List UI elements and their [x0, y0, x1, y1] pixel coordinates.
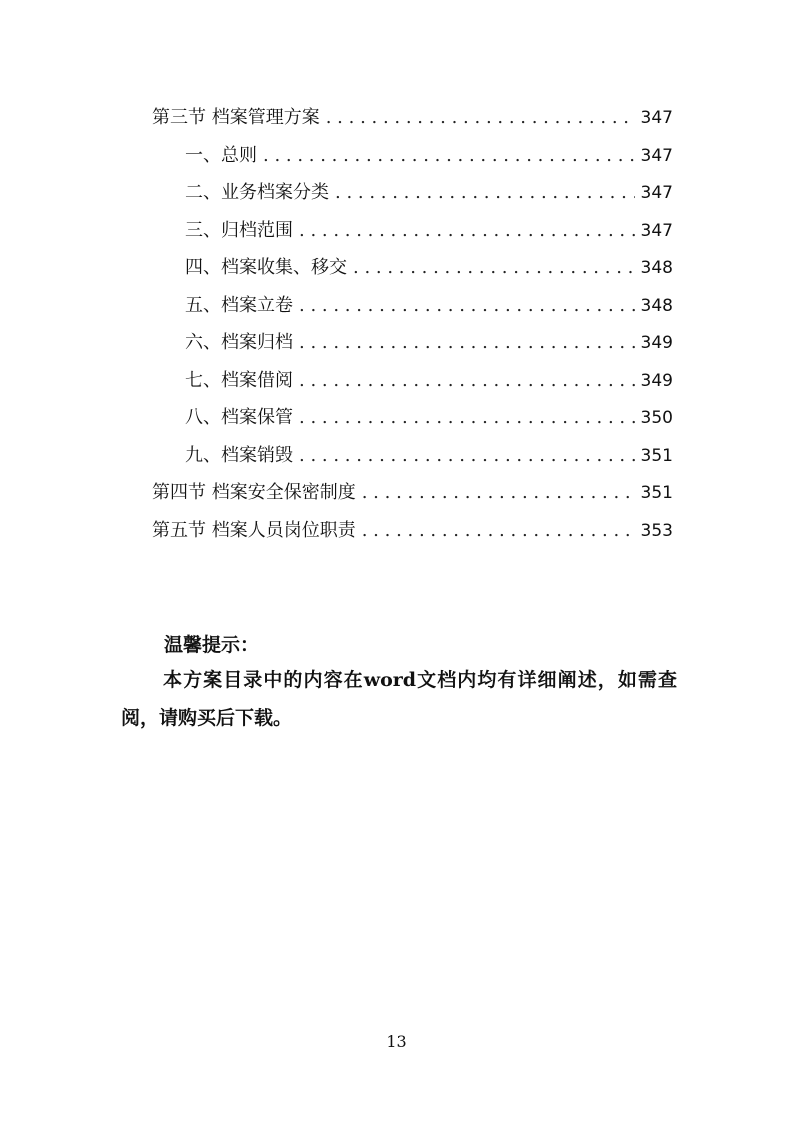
toc-leader-dots	[362, 520, 635, 541]
toc-entry-subsection[interactable]	[185, 291, 673, 321]
toc-entry-subsection[interactable]	[185, 328, 673, 358]
toc-leader-dots	[299, 295, 635, 316]
toc-entry-page: 351	[640, 446, 673, 466]
toc-entry-title: 三、归档范围	[185, 220, 293, 241]
toc-leader-dots	[299, 220, 635, 241]
toc-entry-subsection[interactable]	[185, 178, 673, 208]
toc-leader-dots	[326, 107, 635, 128]
toc-entry-title: 五、档案立卷	[185, 295, 293, 316]
toc-entry-subsection[interactable]	[185, 141, 673, 171]
toc-entry-subsection[interactable]	[185, 216, 673, 246]
toc-leader-dots	[335, 182, 635, 203]
toc-leader-dots	[299, 445, 635, 466]
toc-entry-section[interactable]	[152, 516, 673, 546]
toc-entry-page: 348	[640, 258, 673, 278]
toc-entry-page: 350	[640, 408, 673, 428]
page-number: 13	[386, 1032, 407, 1051]
toc-leader-dots	[353, 257, 635, 278]
toc-entry-title: 六、档案归档	[185, 332, 293, 353]
toc-entry-section[interactable]	[152, 103, 673, 133]
toc-entry-subsection[interactable]	[185, 253, 673, 283]
toc-entry-subsection[interactable]	[185, 403, 673, 433]
toc-entry-subsection[interactable]	[185, 366, 673, 396]
toc-entry-page: 353	[640, 521, 673, 541]
tip-heading: 温馨提示：	[164, 634, 260, 656]
toc-entry-page: 349	[640, 371, 673, 391]
toc-entry-page: 348	[640, 296, 673, 316]
toc-entry-page: 347	[640, 221, 673, 241]
toc-entry-title: 第四节 档案安全保密制度	[152, 482, 356, 503]
toc-entry-title: 二、业务档案分类	[185, 182, 329, 203]
toc-leader-dots	[299, 370, 635, 391]
toc-entry-page: 351	[640, 483, 673, 503]
toc-leader-dots	[362, 482, 635, 503]
toc-entry-page: 347	[640, 108, 673, 128]
toc-entry-title: 一、总则	[185, 145, 257, 166]
toc-entry-title: 七、档案借阅	[185, 370, 293, 391]
toc-leader-dots	[263, 145, 635, 166]
toc-leader-dots	[299, 332, 635, 353]
toc-entry-title: 八、档案保管	[185, 407, 293, 428]
toc-entry-title: 第五节 档案人员岗位职责	[152, 520, 356, 541]
toc-entry-subsection[interactable]	[185, 441, 673, 471]
toc-entry-page: 349	[640, 333, 673, 353]
toc-entry-title: 九、档案销毁	[185, 445, 293, 466]
toc-leader-dots	[299, 407, 635, 428]
toc-entry-page: 347	[640, 183, 673, 203]
toc-entry-title: 四、档案收集、移交	[185, 257, 347, 278]
toc-entry-page: 347	[640, 146, 673, 166]
toc-entry-title: 第三节 档案管理方案	[152, 107, 320, 128]
tip-body: 本方案目录中的内容在word文档内均有详细阐述，如需查阅，请购买后下载。	[121, 669, 677, 729]
toc-entry-section[interactable]	[152, 478, 673, 508]
